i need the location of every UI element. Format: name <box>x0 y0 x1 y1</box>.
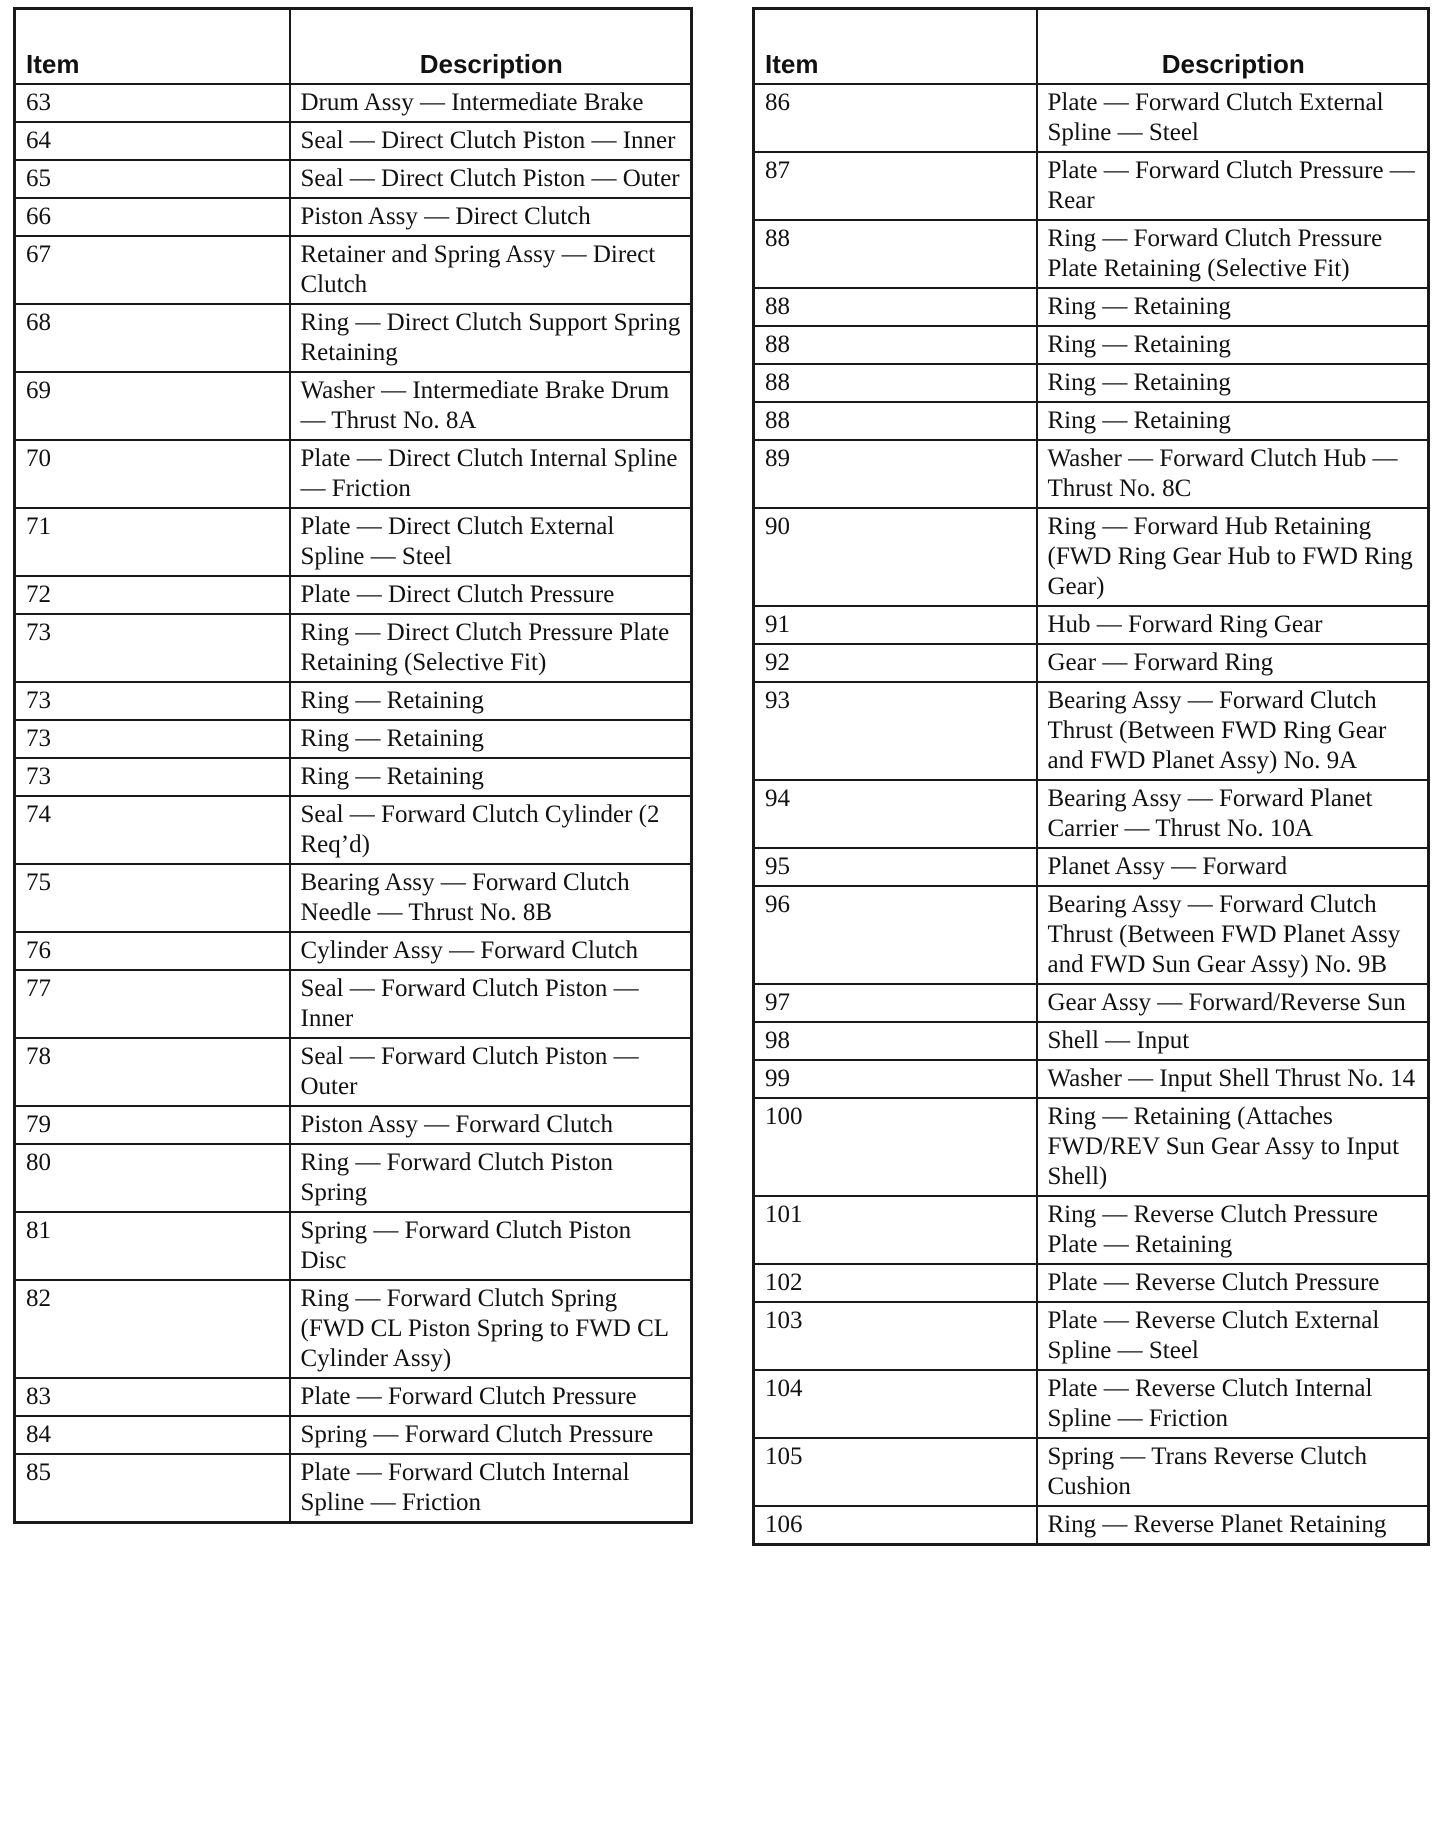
table-row <box>15 1280 692 1378</box>
table-row <box>754 644 1429 682</box>
table-row <box>15 682 692 720</box>
item-description: Cylinder Assy — Forward Clutch <box>290 932 692 970</box>
table-row <box>15 1416 692 1454</box>
item-number: 96 <box>754 886 1037 984</box>
item-number: 95 <box>754 848 1037 886</box>
item-number: 102 <box>754 1264 1037 1302</box>
item-description: Seal — Forward Clutch Piston — Outer <box>290 1038 692 1106</box>
table-row <box>15 970 692 1038</box>
table-row <box>15 372 692 440</box>
table-row <box>15 304 692 372</box>
parts-table-right <box>752 7 1430 1546</box>
header-row <box>15 9 692 85</box>
table-row <box>15 508 692 576</box>
table-row <box>15 236 692 304</box>
table-row <box>754 780 1429 848</box>
table-row <box>754 1060 1429 1098</box>
item-description: Ring — Forward Clutch Pressure Plate Retaining (Selective Fit) <box>1037 220 1429 288</box>
item-description: Plate — Forward Clutch External Spline — Steel <box>1037 84 1429 152</box>
item-number: 81 <box>15 1212 290 1280</box>
table-row <box>15 160 692 198</box>
item-description: Ring — Retaining <box>290 720 692 758</box>
item-number: 76 <box>15 932 290 970</box>
item-description: Gear Assy — Forward/Reverse Sun <box>1037 984 1429 1022</box>
item-description: Spring — Forward Clutch Piston Disc <box>290 1212 692 1280</box>
item-number: 73 <box>15 758 290 796</box>
item-description: Plate — Forward Clutch Pressure — Rear <box>1037 152 1429 220</box>
table-row <box>754 1506 1429 1545</box>
item-number: 82 <box>15 1280 290 1378</box>
item-description: Ring — Direct Clutch Support Spring Retaining <box>290 304 692 372</box>
table-row <box>754 886 1429 984</box>
item-description: Seal — Forward Clutch Piston — Inner <box>290 970 692 1038</box>
item-number: 93 <box>754 682 1037 780</box>
item-description: Ring — Retaining <box>290 682 692 720</box>
table-row <box>754 1438 1429 1506</box>
item-number: 69 <box>15 372 290 440</box>
table-row <box>15 758 692 796</box>
item-number: 87 <box>754 152 1037 220</box>
item-description: Spring — Trans Reverse Clutch Cushion <box>1037 1438 1429 1506</box>
table-row <box>15 796 692 864</box>
table-row <box>754 606 1429 644</box>
item-description: Ring — Retaining <box>1037 364 1429 402</box>
table-row <box>754 402 1429 440</box>
item-number: 89 <box>754 440 1037 508</box>
item-number: 78 <box>15 1038 290 1106</box>
item-number: 79 <box>15 1106 290 1144</box>
item-number: 65 <box>15 160 290 198</box>
item-number: 99 <box>754 1060 1037 1098</box>
table-row <box>754 440 1429 508</box>
item-number: 75 <box>15 864 290 932</box>
table-row <box>754 152 1429 220</box>
item-description: Ring — Reverse Planet Retaining <box>1037 1506 1429 1545</box>
item-number: 84 <box>15 1416 290 1454</box>
item-number: 104 <box>754 1370 1037 1438</box>
table-row <box>15 864 692 932</box>
item-description: Seal — Direct Clutch Piston — Outer <box>290 160 692 198</box>
item-number: 64 <box>15 122 290 160</box>
table-row <box>15 440 692 508</box>
item-number: 83 <box>15 1378 290 1416</box>
item-description: Planet Assy — Forward <box>1037 848 1429 886</box>
table-row <box>754 326 1429 364</box>
table-row <box>15 122 692 160</box>
item-description: Ring — Direct Clutch Pressure Plate Retaining (Selective Fit) <box>290 614 692 682</box>
description-column-header: Description <box>290 9 692 85</box>
table-row <box>754 1196 1429 1264</box>
item-description: Plate — Forward Clutch Internal Spline — Friction <box>290 1454 692 1523</box>
item-description: Plate — Forward Clutch Pressure <box>290 1378 692 1416</box>
item-number: 105 <box>754 1438 1037 1506</box>
item-description: Ring — Retaining <box>1037 326 1429 364</box>
parts-table-left-body <box>15 84 692 1523</box>
item-number: 70 <box>15 440 290 508</box>
table-row <box>15 1454 692 1523</box>
item-description: Shell — Input <box>1037 1022 1429 1060</box>
table-row <box>754 682 1429 780</box>
table-row <box>754 288 1429 326</box>
item-number: 73 <box>15 720 290 758</box>
item-description: Plate — Direct Clutch External Spline — Steel <box>290 508 692 576</box>
item-description: Bearing Assy — Forward Planet Carrier — Thrust No. 10A <box>1037 780 1429 848</box>
item-description: Ring — Reverse Clutch Pressure Plate — Retaining <box>1037 1196 1429 1264</box>
item-description: Plate — Reverse Clutch External Spline — Steel <box>1037 1302 1429 1370</box>
item-number: 88 <box>754 326 1037 364</box>
table-row <box>754 1264 1429 1302</box>
item-number: 68 <box>15 304 290 372</box>
item-number: 67 <box>15 236 290 304</box>
item-number: 88 <box>754 288 1037 326</box>
item-column-header: Item <box>754 9 1037 85</box>
item-description: Piston Assy — Direct Clutch <box>290 198 692 236</box>
table-row <box>754 220 1429 288</box>
table-row <box>754 364 1429 402</box>
item-description: Washer — Input Shell Thrust No. 14 <box>1037 1060 1429 1098</box>
table-row <box>754 508 1429 606</box>
table-row <box>15 576 692 614</box>
item-description: Ring — Forward Clutch Spring (FWD CL Piston Spring to FWD CL Cylinder Assy) <box>290 1280 692 1378</box>
parts-table-left <box>13 7 693 1524</box>
item-description: Washer — Forward Clutch Hub — Thrust No. 8C <box>1037 440 1429 508</box>
item-number: 100 <box>754 1098 1037 1196</box>
description-column-header: Description <box>1037 9 1429 85</box>
item-number: 88 <box>754 220 1037 288</box>
item-number: 73 <box>15 614 290 682</box>
item-number: 92 <box>754 644 1037 682</box>
table-row <box>754 848 1429 886</box>
item-number: 66 <box>15 198 290 236</box>
item-number: 88 <box>754 402 1037 440</box>
item-description: Spring — Forward Clutch Pressure <box>290 1416 692 1454</box>
header-row <box>754 9 1429 85</box>
item-description: Plate — Direct Clutch Internal Spline — Friction <box>290 440 692 508</box>
table-row <box>15 932 692 970</box>
item-column-header: Item <box>15 9 290 85</box>
item-description: Gear — Forward Ring <box>1037 644 1429 682</box>
table-row <box>15 198 692 236</box>
item-number: 101 <box>754 1196 1037 1264</box>
item-description: Plate — Reverse Clutch Internal Spline — Friction <box>1037 1370 1429 1438</box>
item-description: Bearing Assy — Forward Clutch Thrust (Between FWD Ring Gear and FWD Planet Assy) No. 9A <box>1037 682 1429 780</box>
item-description: Ring — Retaining <box>1037 288 1429 326</box>
table-row <box>15 1378 692 1416</box>
item-description: Ring — Retaining (Attaches FWD/REV Sun Gear Assy to Input Shell) <box>1037 1098 1429 1196</box>
item-description: Hub — Forward Ring Gear <box>1037 606 1429 644</box>
table-row <box>15 1212 692 1280</box>
item-number: 88 <box>754 364 1037 402</box>
item-description: Plate — Direct Clutch Pressure <box>290 576 692 614</box>
item-description: Bearing Assy — Forward Clutch Thrust (Between FWD Planet Assy and FWD Sun Gear Assy) No. 9B <box>1037 886 1429 984</box>
item-description: Ring — Retaining <box>290 758 692 796</box>
item-description: Retainer and Spring Assy — Direct Clutch <box>290 236 692 304</box>
item-number: 97 <box>754 984 1037 1022</box>
item-description: Plate — Reverse Clutch Pressure <box>1037 1264 1429 1302</box>
item-number: 71 <box>15 508 290 576</box>
table-row <box>15 1106 692 1144</box>
item-description: Ring — Forward Clutch Piston Spring <box>290 1144 692 1212</box>
item-description: Piston Assy — Forward Clutch <box>290 1106 692 1144</box>
item-number: 63 <box>15 84 290 122</box>
item-description: Drum Assy — Intermediate Brake <box>290 84 692 122</box>
item-number: 85 <box>15 1454 290 1523</box>
table-row <box>15 720 692 758</box>
item-number: 106 <box>754 1506 1037 1545</box>
table-row <box>15 614 692 682</box>
item-number: 80 <box>15 1144 290 1212</box>
item-number: 73 <box>15 682 290 720</box>
item-number: 74 <box>15 796 290 864</box>
table-row <box>15 84 692 122</box>
item-number: 91 <box>754 606 1037 644</box>
table-row <box>754 984 1429 1022</box>
item-number: 90 <box>754 508 1037 606</box>
item-description: Bearing Assy — Forward Clutch Needle — Thrust No. 8B <box>290 864 692 932</box>
table-row <box>15 1144 692 1212</box>
table-row <box>754 1098 1429 1196</box>
item-number: 94 <box>754 780 1037 848</box>
table-row <box>754 1370 1429 1438</box>
item-number: 103 <box>754 1302 1037 1370</box>
table-row <box>15 1038 692 1106</box>
item-description: Seal — Direct Clutch Piston — Inner <box>290 122 692 160</box>
table-row <box>754 1302 1429 1370</box>
item-description: Seal — Forward Clutch Cylinder (2 Req’d) <box>290 796 692 864</box>
item-number: 86 <box>754 84 1037 152</box>
item-description: Ring — Forward Hub Retaining (FWD Ring Gear Hub to FWD Ring Gear) <box>1037 508 1429 606</box>
parts-table-right-body <box>754 84 1429 1545</box>
item-description: Washer — Intermediate Brake Drum — Thrust No. 8A <box>290 372 692 440</box>
item-number: 72 <box>15 576 290 614</box>
table-row <box>754 84 1429 152</box>
table-row <box>754 1022 1429 1060</box>
item-number: 77 <box>15 970 290 1038</box>
item-number: 98 <box>754 1022 1037 1060</box>
item-description: Ring — Retaining <box>1037 402 1429 440</box>
